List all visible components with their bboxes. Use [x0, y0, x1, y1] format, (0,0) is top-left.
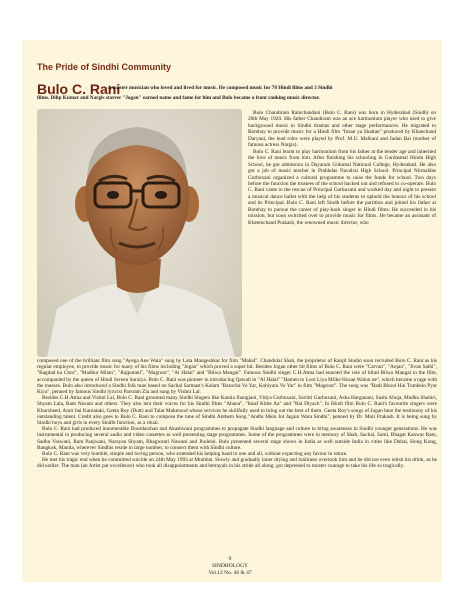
intro-line-1: - A master musician who loved and lived for music. He composed music for 78 Hindi films and 3 Sindhi — [105, 85, 333, 91]
article-name: Bulo C. Rani — [37, 81, 121, 97]
magazine-name: SINDHOLOGY — [211, 563, 249, 569]
paragraph: Bulo C. Rani had produced innumerable Doordarshan and Akashwani programmes to propagate Sindhi language and culture to bring awareness in Sindhi younger generations. He was instrumental in producing several audio and video cassettes as well presenting stage programmes. Some of the programmes were in memory of Shah, Sachal, Sami, Bhagat Kanwar Ram, Sadhu Vaswani, Ram Panjwani, Narayan Shyam, Bhagwanti Nawani and Jhulelal. Bulo presented several stage shows in India as well outside India in cities like Dubai, Hong Kong, Bangkok, Manila, wherever Sindhis reside in large number, to connect them with Sindhi culture. — [37, 426, 437, 451]
paragraph: composed one of the brilliant film song "Ayega Ane Wala" sung by Lata Mangeshkar for film "Mahal". Chandulal Shah, the proprietor of Ranjit Studio soon recruited Bulo C. Rani as his regular employee, to provide music for many of his films including "Jogan" which proved a super hit. Besides Jogan other hit films of Bulo C. Rani were "Carvan", "Anjan", "Jivan Sathi", "Bagdad ka Chor", "Madhur Milan", "Rajputani", "Magroor", "Al Halal" and "Bilwa Mangal". Famous Sindhi singer C.H.Atma had enacted the role of blind Bilwa Mangal in the film, accompanied by the queen of Hindi Screen Suraiya. Bulo C. Rani was pioneer in introducing Qawali in "Al Halal" "Hamen to Loot Liya Milke Husan Walon ne", which became a rage with the masses. Bulo also introduced a Sindhi folk tune based on Sachal Sarmast's Kalam "Barocha Vo Yar, Kohiyara Vo Yar" in film "Magroor". The song was "Badi Bhool Hui Tumhein Pyar Kiya", penned by famous Sindhi lyricist Parsram Zia and sung by Vishni Lal. — [37, 358, 437, 396]
paragraph: Bulo Chandiram Ramchandani (Bulo C. Rani) was born in Hyderabad (Sindh) on 20th May 1920. His father Chandiram was an ace harmonium player who used to give background music to Sindhi dramas and other stage performances. He migrated to Bombay to provide music for a Hindi film "Insan ya Shaitan" produced by Khanchand Daryani, the lead roles were played by Prof. M.U. Malkani and Jadan Bai (mother of famous actress Nargis). — [248, 110, 436, 149]
intro-line-2: films. Dilip Kumar and Nargis starrer "Jogan" earned name and fame for him and Bulo became a front ranking music director. — [37, 95, 320, 101]
page-number: 9 — [228, 556, 232, 562]
paragraph: Bulo C. Rani was very humble, simple and loving person, who extended his helping hand to one and all, without expecting any favour in return. — [42, 451, 348, 458]
right-column-text — [248, 110, 436, 226]
paragraph: Bulo C. Rani learnt to play harmonium from his father at the tender age and inherited the love of music from him. After finishing his schooling in Gurdasmal Hindu High School, he got admission in Dayaram Gidumal National College, Hyderabad. He also got a job of music teacher in Prabhdas Navalrai High School. Principal Nirmaldas Gurbuxani organized a cultural programme to raise the funds for school. Two days before the function the trustees of the school backed out and refused to co-operate. Bulo C. Rani came to the rescue of Principal Gurbuxani and worked day and night to present a musical dance ballet with the help of his students to uphold the honour of his school and its Principal. Bulo C. Rani left Sindh before the partition and joined his father at Bombay to pursue the career of play-back singer in Hindi films. He succeeded in his mission, but soon switched over to provide music for films. He became an assistant of Kheemchand Prakash, the renowned music director, who — [248, 148, 436, 226]
full-width-text — [37, 358, 437, 470]
paragraph: Besides C.H.Atma and Vishni Lal, Bulo C. Rani groomed many Sindhi Singers like Kamla Jhangiani, Vidya Gurbuxani, Savitri Gurbuxani, Asha Harganani, Sushi Ahuja, Madhu Shahiri, Shyam Lala, Ram Navani and others. They also lent their voices for his Sindhi films "Abana", "Insaf Kithe Aa" and "Rai Diyach". In Hindi film Bulo C. Rani's favourite singers were Khursheed, Amir bai Karnataki, Geeta Roy (Dutt) and Talat Mahmood whose services he skillfully used to bring out the best of them. Geeta Roy's songs of Jogan bear the testimony of his outstanding talent. Credit also goes to Bulo C. Rani to compose the tune of Sindhi Anthem Song "Andhi Mein Jot Jagain Wara Sindhi", penned by Dr. Moti Prakash. It is being sung by Sindhi boys and girls in every Sindhi function, as a ritual. — [37, 395, 437, 427]
portrait-image — [37, 109, 242, 357]
paragraph: He met his tragic end when he committed suicide on 24th May 1993 at Mumbai. Slowly and gradually inner drying and lonliness overtook him and he did not even relish his drink, as he did earlier. The man (an Artist par excellence) who took all disappointments and betrayals in his stride all along; got depressed to muster courage to take his life so tragically. — [37, 457, 437, 470]
section-title: The Pride of Sindhi Community — [37, 62, 172, 72]
volume-info: Vol.12 No. 46 & 47 — [208, 570, 252, 576]
portrait-photo — [37, 109, 242, 357]
